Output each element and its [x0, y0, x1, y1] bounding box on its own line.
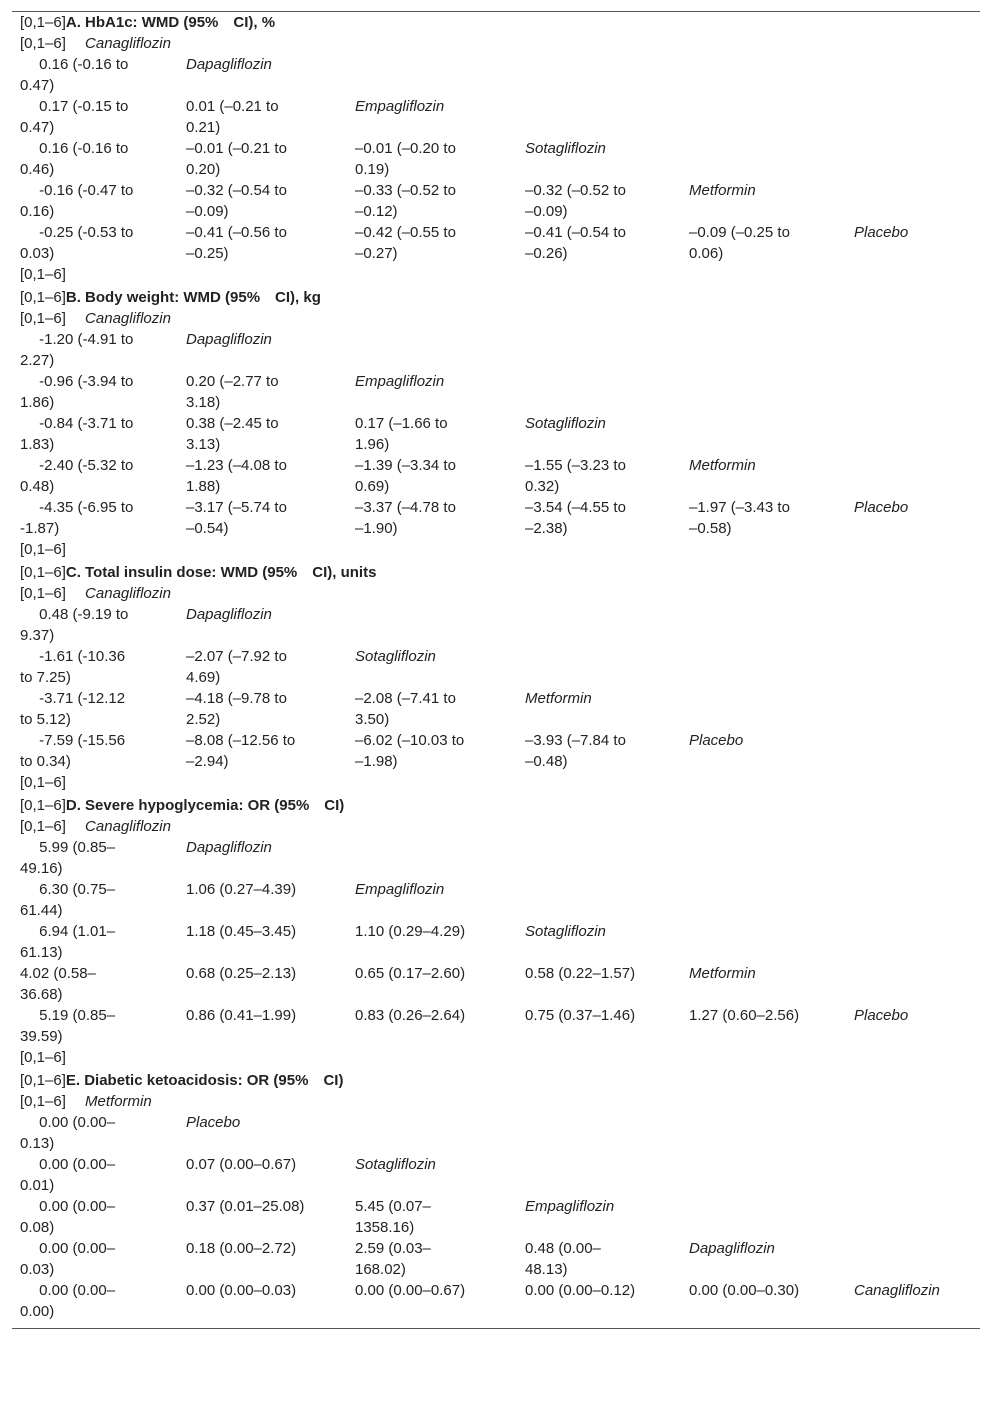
estimate-cell: 0.16 (-0.16 to 0.47) — [20, 56, 129, 94]
estimate-cell: 0.37 (0.01–25.08) — [186, 1198, 305, 1215]
table-section — [12, 287, 980, 560]
estimate-cell: -0.84 (-3.71 to 1.83) — [20, 415, 134, 453]
row-marker: [0,1–6] — [20, 585, 86, 602]
drug-name: Empagliflozin — [355, 881, 445, 898]
estimate-cell: 0.00 (0.00– 0.00) — [20, 1282, 116, 1320]
table-row — [12, 1196, 980, 1238]
estimate-cell: 0.00 (0.00– 0.03) — [20, 1240, 116, 1278]
estimate-cell: 0.00 (0.00–0.30) — [689, 1282, 800, 1299]
estimate-cell: –3.54 (–4.55 to –2.38) — [525, 499, 626, 537]
estimate-cell: 1.10 (0.29–4.29) — [355, 923, 466, 940]
drug-name: Sotagliflozin — [525, 415, 606, 432]
first-drug-row — [12, 1091, 980, 1112]
estimate-cell: –0.41 (–0.56 to –0.25) — [186, 224, 287, 262]
estimate-cell: 0.00 (0.00–0.03) — [186, 1282, 297, 1299]
estimate-cell: 1.27 (0.60–2.56) — [689, 1007, 800, 1024]
drug-name: Sotagliflozin — [355, 1156, 436, 1173]
estimate-cell: -0.16 (-0.47 to 0.16) — [20, 182, 134, 220]
drug-name: Dapagliflozin — [186, 606, 272, 623]
estimate-cell: 0.75 (0.37–1.46) — [525, 1007, 636, 1024]
section-title: C. Total insulin dose: WMD (95% CI), units — [65, 564, 377, 581]
estimate-cell: 1.18 (0.45–3.45) — [186, 923, 297, 940]
drug-name: Canagliflozin — [85, 35, 171, 52]
estimate-cell: –2.08 (–7.41 to 3.50) — [355, 690, 456, 728]
section-marker: [0,1–6] — [20, 564, 66, 581]
table-row — [12, 54, 980, 96]
estimate-cell: –3.93 (–7.84 to –0.48) — [525, 732, 626, 770]
estimate-cell: 1.06 (0.27–4.39) — [186, 881, 297, 898]
table-section — [12, 12, 980, 285]
estimate-cell: 6.30 (0.75– 61.44) — [20, 881, 116, 919]
estimate-cell: 0.86 (0.41–1.99) — [186, 1007, 297, 1024]
drug-name: Metformin — [689, 965, 756, 982]
table-row — [12, 1154, 980, 1196]
section-marker: [0,1–6] — [20, 289, 66, 306]
drug-name: Metformin — [525, 690, 592, 707]
estimate-cell: 0.48 (-9.19 to 9.37) — [20, 606, 129, 644]
section-header — [12, 795, 980, 816]
estimate-cell: -0.96 (-3.94 to 1.86) — [20, 373, 134, 411]
estimate-cell: –6.02 (–10.03 to –1.98) — [355, 732, 465, 770]
drug-name: Metformin — [689, 457, 756, 474]
section-end-marker: [0,1–6] — [20, 266, 66, 283]
row-marker: [0,1–6] — [20, 1093, 86, 1110]
estimate-cell: –0.09 (–0.25 to 0.06) — [689, 224, 790, 262]
estimate-cell: -4.35 (-6.95 to -1.87) — [20, 499, 134, 537]
drug-name: Empagliflozin — [355, 373, 445, 390]
drug-name: Canagliflozin — [85, 310, 171, 327]
estimate-cell: -1.20 (-4.91 to 2.27) — [20, 331, 134, 369]
table-row — [12, 837, 980, 879]
estimate-cell: –1.23 (–4.08 to 1.88) — [186, 457, 287, 495]
drug-name: Canagliflozin — [854, 1282, 940, 1299]
estimate-cell: –2.07 (–7.92 to 4.69) — [186, 648, 287, 686]
drug-name: Metformin — [85, 1093, 152, 1110]
drug-name: Placebo — [854, 224, 909, 241]
estimate-cell: 0.38 (–2.45 to 3.13) — [186, 415, 279, 453]
drug-name: Placebo — [186, 1114, 241, 1131]
drug-name: Placebo — [689, 732, 744, 749]
table-row — [12, 604, 980, 646]
estimate-cell: 0.00 (0.00– 0.08) — [20, 1198, 116, 1236]
table-section — [12, 562, 980, 793]
table-row — [12, 963, 980, 1005]
estimate-cell: 0.00 (0.00– 0.01) — [20, 1156, 116, 1194]
section-end-marker: [0,1–6] — [20, 774, 66, 791]
estimate-cell: 4.02 (0.58– 36.68) — [20, 965, 96, 1003]
estimate-cell: 0.17 (–1.66 to 1.96) — [355, 415, 448, 453]
estimate-cell: -2.40 (-5.32 to 0.48) — [20, 457, 134, 495]
table-row — [12, 413, 980, 455]
estimate-cell: 2.59 (0.03– 168.02) — [355, 1240, 431, 1278]
estimate-cell: 5.99 (0.85– 49.16) — [20, 839, 116, 877]
section-end-marker: [0,1–6] — [20, 1049, 66, 1066]
table-row — [12, 371, 980, 413]
estimate-cell: 0.58 (0.22–1.57) — [525, 965, 636, 982]
table-row — [12, 1280, 980, 1322]
first-drug-row — [12, 583, 980, 604]
table-row — [12, 1005, 980, 1047]
estimate-cell: –3.17 (–5.74 to –0.54) — [186, 499, 287, 537]
table-row — [12, 688, 980, 730]
estimate-cell: –1.97 (–3.43 to –0.58) — [689, 499, 790, 537]
estimate-cell: 0.17 (-0.15 to 0.47) — [20, 98, 129, 136]
row-marker: [0,1–6] — [20, 310, 86, 327]
estimate-cell: 0.01 (–0.21 to 0.21) — [186, 98, 279, 136]
estimate-cell: –0.41 (–0.54 to –0.26) — [525, 224, 626, 262]
table-row — [12, 180, 980, 222]
first-drug-row — [12, 33, 980, 54]
table-row — [12, 96, 980, 138]
table-row — [12, 921, 980, 963]
estimate-cell: 0.83 (0.26–2.64) — [355, 1007, 466, 1024]
drug-name: Dapagliflozin — [689, 1240, 775, 1257]
estimate-cell: –1.55 (–3.23 to 0.32) — [525, 457, 626, 495]
table-section — [12, 1070, 980, 1322]
estimate-cell: 0.16 (-0.16 to 0.46) — [20, 140, 129, 178]
table-row — [12, 730, 980, 772]
estimate-cell: 0.68 (0.25–2.13) — [186, 965, 297, 982]
estimate-cell: 6.94 (1.01– 61.13) — [20, 923, 116, 961]
table-row — [12, 646, 980, 688]
section-title: B. Body weight: WMD (95% CI), kg — [65, 289, 321, 306]
estimate-cell: –8.08 (–12.56 to –2.94) — [186, 732, 296, 770]
table-row — [12, 497, 980, 539]
estimate-cell: –4.18 (–9.78 to 2.52) — [186, 690, 287, 728]
estimate-cell: 0.07 (0.00–0.67) — [186, 1156, 297, 1173]
estimate-cell: 0.20 (–2.77 to 3.18) — [186, 373, 279, 411]
drug-name: Dapagliflozin — [186, 331, 272, 348]
estimate-cell: –0.01 (–0.21 to 0.20) — [186, 140, 287, 178]
first-drug-row — [12, 308, 980, 329]
estimate-cell: 0.00 (0.00– 0.13) — [20, 1114, 116, 1152]
table-row — [12, 1112, 980, 1154]
table-row — [12, 879, 980, 921]
table-row — [12, 222, 980, 264]
section-header — [12, 287, 980, 308]
drug-name: Sotagliflozin — [525, 140, 606, 157]
estimate-cell: -7.59 (-15.56 to 0.34) — [20, 732, 126, 770]
section-header — [12, 1070, 980, 1091]
estimate-cell: –3.37 (–4.78 to –1.90) — [355, 499, 456, 537]
table-row — [12, 329, 980, 371]
first-drug-row — [12, 816, 980, 837]
estimate-cell: 0.48 (0.00– 48.13) — [525, 1240, 601, 1278]
estimate-cell: -1.61 (-10.36 to 7.25) — [20, 648, 126, 686]
row-marker: [0,1–6] — [20, 818, 86, 835]
estimate-cell: 5.19 (0.85– 39.59) — [20, 1007, 116, 1045]
drug-name: Canagliflozin — [85, 585, 171, 602]
drug-name: Metformin — [689, 182, 756, 199]
section-marker: [0,1–6] — [20, 797, 66, 814]
drug-name: Sotagliflozin — [525, 923, 606, 940]
table-row — [12, 1238, 980, 1280]
drug-name: Dapagliflozin — [186, 56, 272, 73]
drug-name: Canagliflozin — [85, 818, 171, 835]
estimate-cell: 0.18 (0.00–2.72) — [186, 1240, 297, 1257]
section-title: A. HbA1c: WMD (95% CI), % — [65, 14, 276, 31]
estimate-cell: –0.32 (–0.54 to –0.09) — [186, 182, 287, 220]
league-table — [12, 11, 980, 1329]
estimate-cell: -0.25 (-0.53 to 0.03) — [20, 224, 134, 262]
table-row — [12, 455, 980, 497]
estimate-cell: 0.65 (0.17–2.60) — [355, 965, 466, 982]
estimate-cell: –0.33 (–0.52 to –0.12) — [355, 182, 456, 220]
drug-name: Placebo — [854, 499, 909, 516]
table-section — [12, 795, 980, 1068]
estimate-cell: 5.45 (0.07– 1358.16) — [355, 1198, 431, 1236]
drug-name: Empagliflozin — [525, 1198, 615, 1215]
section-title: E. Diabetic ketoacidosis: OR (95% CI) — [65, 1072, 344, 1089]
drug-name: Sotagliflozin — [355, 648, 436, 665]
drug-name: Dapagliflozin — [186, 839, 272, 856]
section-header — [12, 562, 980, 583]
estimate-cell: –0.42 (–0.55 to –0.27) — [355, 224, 456, 262]
estimate-cell: 0.00 (0.00–0.67) — [355, 1282, 466, 1299]
section-marker: [0,1–6] — [20, 14, 66, 31]
section-header — [12, 12, 980, 33]
row-marker: [0,1–6] — [20, 35, 86, 52]
section-title: D. Severe hypoglycemia: OR (95% CI) — [65, 797, 345, 814]
estimate-cell: –0.32 (–0.52 to –0.09) — [525, 182, 626, 220]
estimate-cell: 0.00 (0.00–0.12) — [525, 1282, 636, 1299]
section-marker: [0,1–6] — [20, 1072, 66, 1089]
drug-name: Placebo — [854, 1007, 909, 1024]
estimate-cell: -3.71 (-12.12 to 5.12) — [20, 690, 126, 728]
table-row — [12, 138, 980, 180]
estimate-cell: –1.39 (–3.34 to 0.69) — [355, 457, 456, 495]
estimate-cell: –0.01 (–0.20 to 0.19) — [355, 140, 456, 178]
drug-name: Empagliflozin — [355, 98, 445, 115]
section-end-marker: [0,1–6] — [20, 541, 66, 558]
